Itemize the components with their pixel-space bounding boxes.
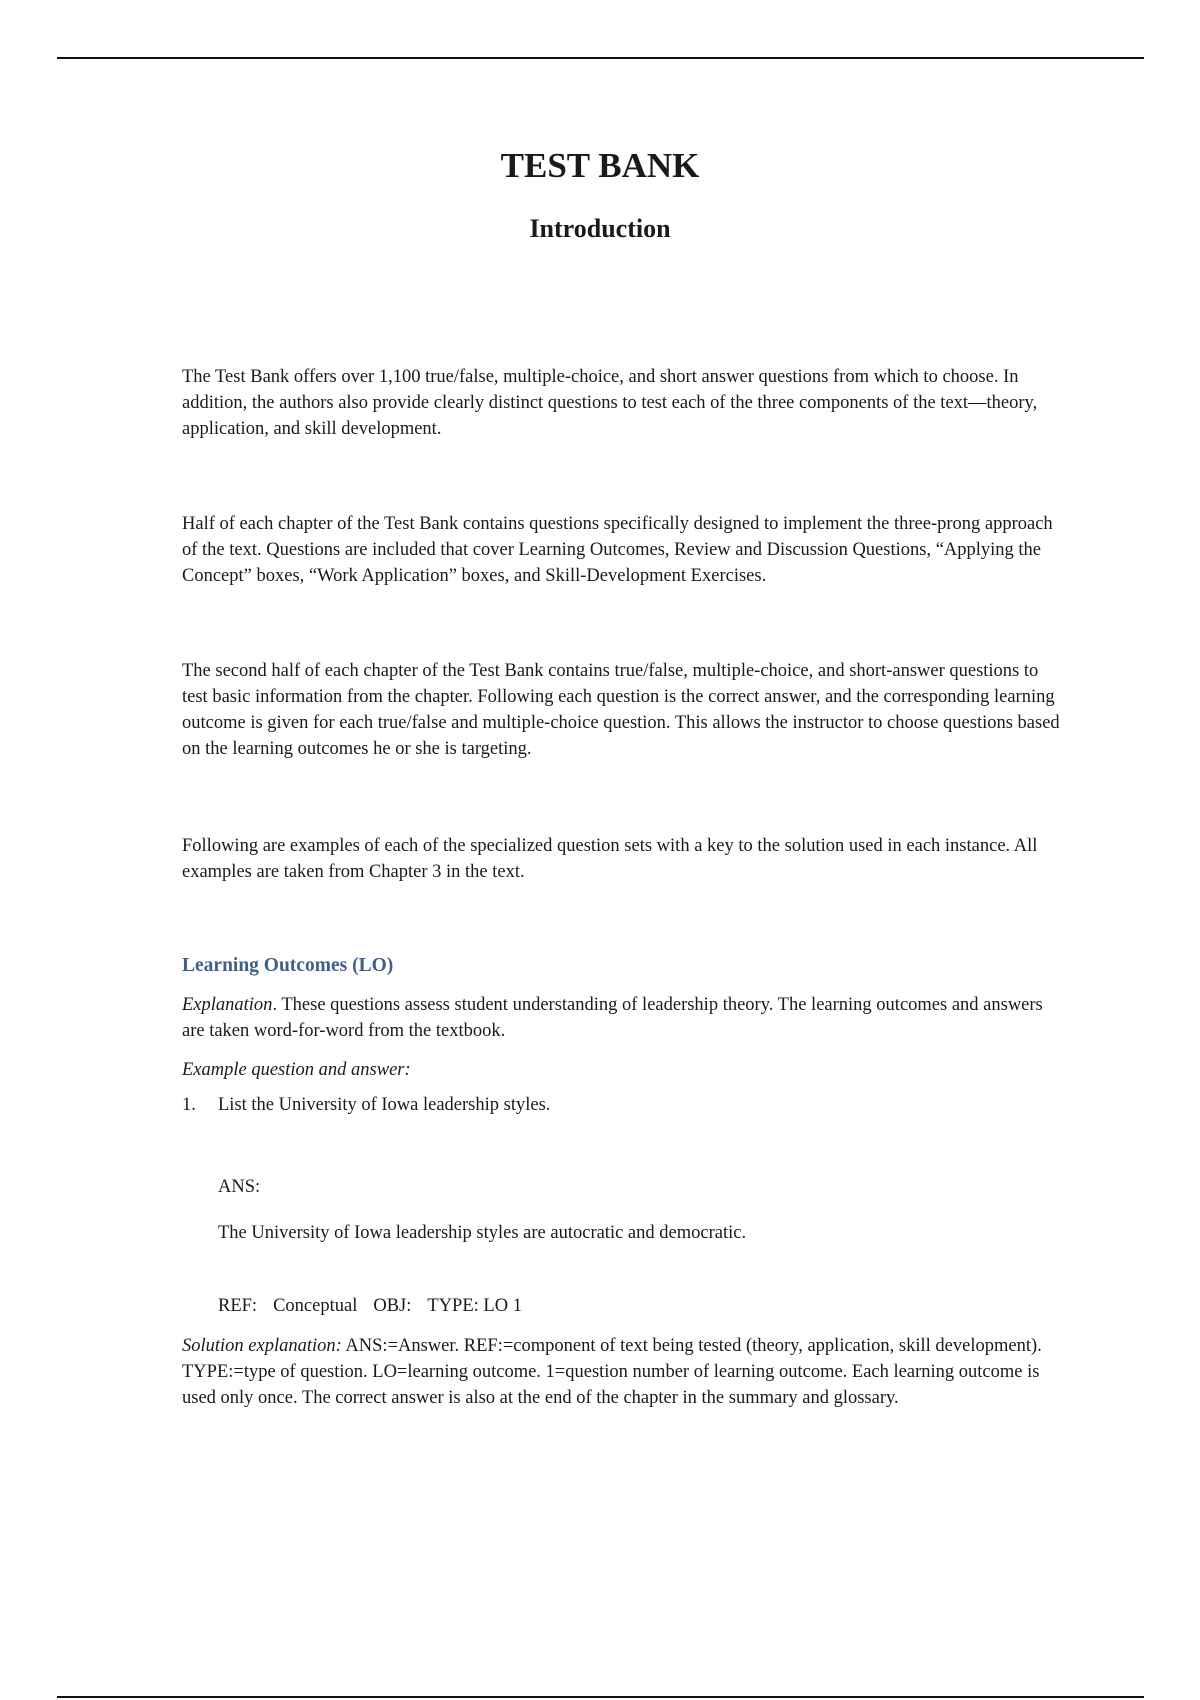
explanation-paragraph bbox=[182, 992, 1062, 1044]
solution-explanation-paragraph bbox=[182, 1333, 1062, 1411]
solution-text: ANS:=Answer. REF:=component of text being tested (theory, application, skill development). TYPE:=type of question. LO=learning outcome. 1=question number of learning outcome. Each learning outcome is used only once. The correct answer is also at the end of the chapter in the summary and glossary. bbox=[182, 1336, 1042, 1408]
ref-value: Conceptual bbox=[273, 1296, 358, 1316]
explanation-label: Explanation bbox=[182, 995, 273, 1015]
intro-paragraph-1: The Test Bank offers over 1,100 true/false, multiple-choice, and short answer questions from which to choose. In addition, the authors also provide clearly distinct questions to test each of the three components of the text—theory, application, and skill development. bbox=[182, 367, 1038, 439]
intro-paragraph-4: Following are examples of each of the specialized question sets with a key to the solution used in each instance. All examples are taken from Chapter 3 in the text. bbox=[182, 836, 1038, 882]
reference-line bbox=[218, 1293, 538, 1319]
question-number: 1. bbox=[182, 1095, 196, 1115]
page-title: TEST BANK bbox=[500, 146, 700, 185]
explanation-text: . These questions assess student understanding of leadership theory. The learning outcomes and answers are taken word-for-word from the textbook. bbox=[182, 995, 1043, 1041]
intro-paragraph-2: Half of each chapter of the Test Bank contains questions specifically designed to implement the three-prong approach of the text. Questions are included that cover Learning Outcomes, Review and Discussion Questions, “Applying the Concept” boxes, “Work Application” boxes, and Skill-Development Exercises. bbox=[182, 514, 1053, 586]
page-subtitle: Introduction bbox=[529, 214, 671, 243]
bottom-rule bbox=[57, 1696, 1144, 1698]
answer-label: ANS: bbox=[218, 1177, 261, 1197]
intro-paragraph-3: The second half of each chapter of the Test Bank contains true/false, multiple-choice, and short-answer questions to test basic information from the chapter. Following each question is the correct answer, and the corresponding learning outcome is given for each true/false and multiple-choice question. This allows the instructor to choose questions based on the learning outcomes he or she is targeting. bbox=[182, 661, 1060, 759]
example-label: Example question and answer: bbox=[182, 1060, 411, 1080]
solution-label: Solution explanation: bbox=[182, 1336, 342, 1356]
top-rule bbox=[57, 57, 1144, 59]
obj-label: OBJ: bbox=[373, 1296, 412, 1316]
answer-text: The University of Iowa leadership styles are autocratic and democratic. bbox=[218, 1223, 747, 1243]
ref-label: REF: bbox=[218, 1296, 258, 1316]
section-heading-learning-outcomes: Learning Outcomes (LO) bbox=[182, 955, 394, 976]
type-label: TYPE: LO 1 bbox=[427, 1296, 522, 1316]
question-text: List the University of Iowa leadership styles. bbox=[218, 1095, 551, 1115]
